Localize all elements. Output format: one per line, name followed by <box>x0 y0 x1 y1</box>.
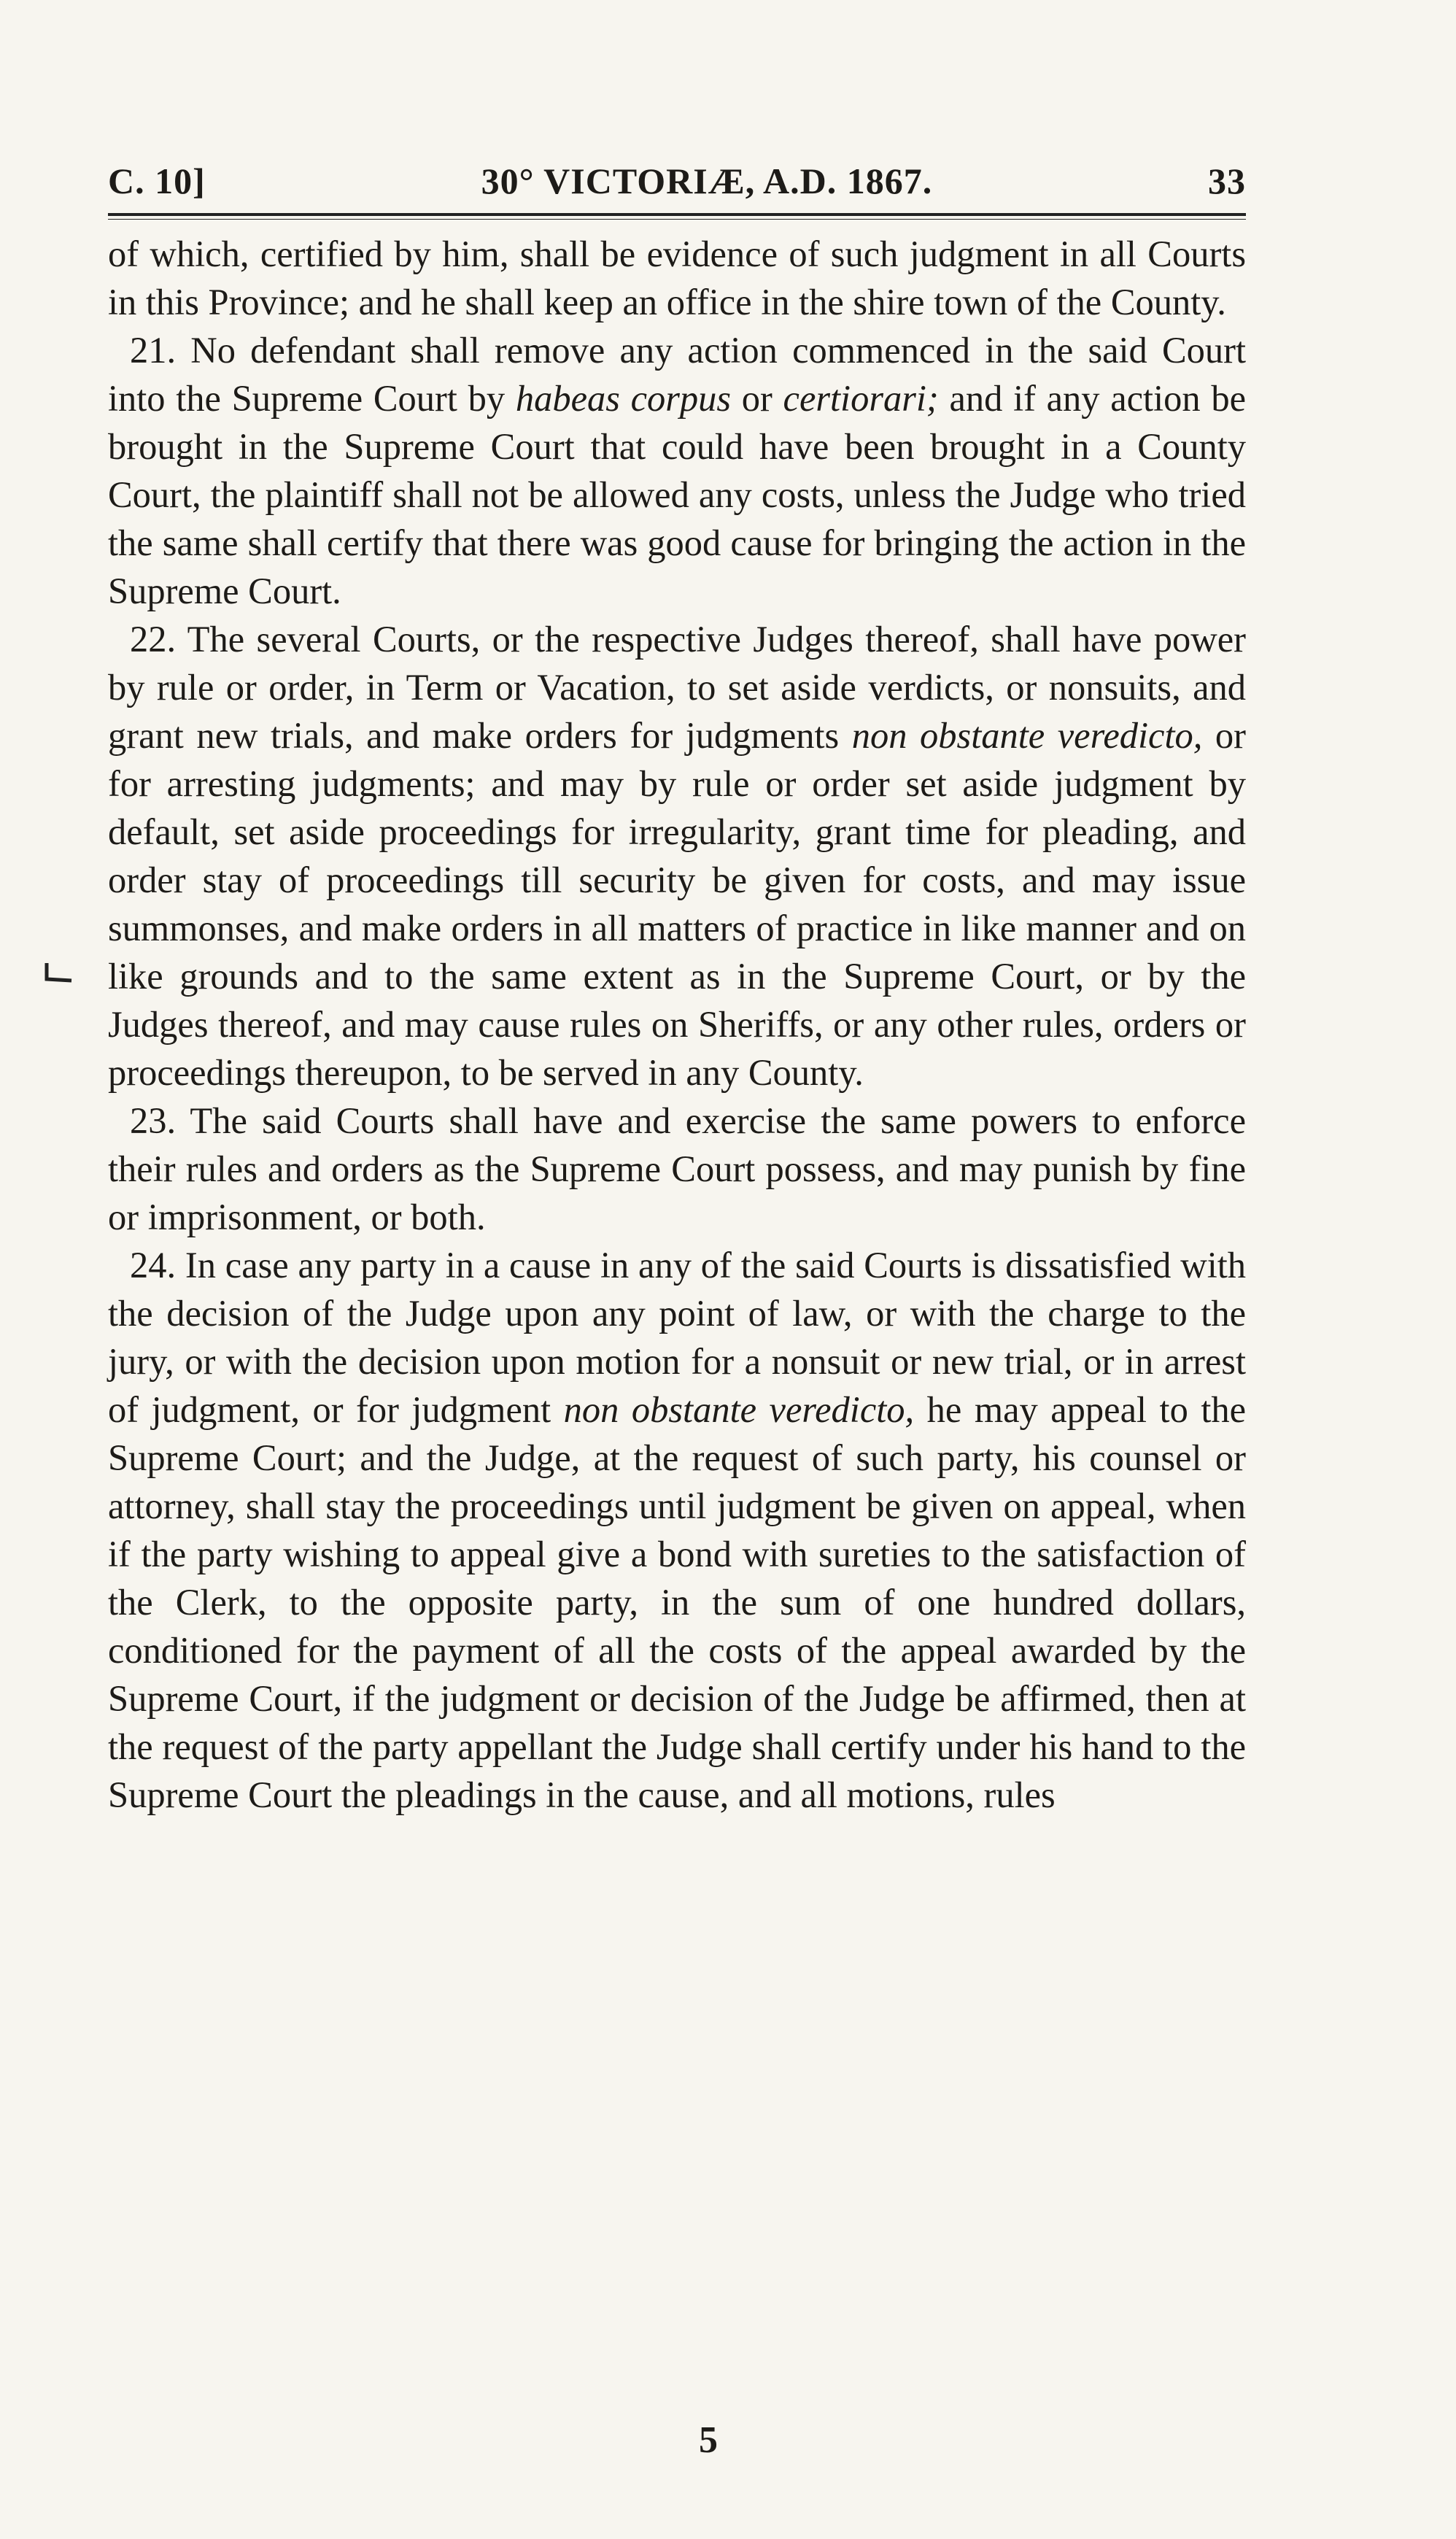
header-title: 30° VICTORIÆ, A.D. 1867. <box>481 161 933 201</box>
chapter-label: C. 10] <box>108 161 206 201</box>
section-22-italic: non obstante veredicto, <box>851 715 1203 756</box>
margin-mark-icon <box>42 962 74 983</box>
body-text <box>108 230 1246 1819</box>
header-rule <box>108 213 1246 220</box>
section-21-italic-2: certiorari; <box>783 378 939 419</box>
section-22-text-b: or for arresting judgments; and may by rule or order set aside judgment by default, set aside proceedings for irregularity, grant time for pleading, and order stay of proceedings till security be given for costs, and may issue summonses, and make orders in all matters of practice in like manner and on like grounds and to the same extent as in the Supreme Court, or by the Judges thereof, and may cause rules on Sheriffs, or any other rules, orders or proceedings thereupon, to be served in any County. <box>108 715 1247 1093</box>
section-24-text-a: 24. In case any party in a cause in any of the said Courts is dissatisfied with the decision of the Judge upon any point of law, or with the charge to the jury, or with the decision upon motion for a nonsuit or new trial, or in arrest of judgment, or for judgment <box>108 1245 1246 1430</box>
running-header <box>108 153 1246 209</box>
page-number: 33 <box>1208 161 1246 201</box>
section-21-italic-1: habeas corpus <box>515 378 732 419</box>
page <box>108 153 1246 1819</box>
section-21-text-b: or <box>731 378 783 419</box>
section-24-text-b: he may appeal to the Supreme Court; and the Judge, at the request of such party, his counsel or attorney, shall stay the proceedings until judgment be given on appeal, when if the party wishing to appeal give a bond with sureties to the satisfaction of the Clerk, to the opposite party, in the sum of one hundred dollars, conditioned for the payment of all the costs of the appeal awarded by the Supreme Court, if the judgment or decision of the Judge be affirmed, then at the request of the party appellant the Judge shall certify under his hand to the Supreme Court the pleadings in the cause, and all motions, rules <box>108 1389 1247 1815</box>
signature-mark: 5 <box>699 2419 718 2461</box>
section-23: 23. The said Courts shall have and exercise the same powers to enforce their rules and orders as the Supreme Court possess, and may punish by fine or imprisonment, or both. <box>108 1100 1246 1237</box>
section-22-text-a: 22. The several Courts, or the respective Judges thereof, shall have power by rule or order, in Term or Vacation, to set aside verdicts, or nonsuits, and grant new trials, and make orders for judgments <box>108 619 1246 756</box>
section-21-text-a: 21. No defendant shall remove any action commenced in the said Court into the Supreme Court by <box>108 330 1246 419</box>
section-24-italic: non obstante veredicto, <box>563 1389 915 1430</box>
section-21-text-c: and if any action be brought in the Supreme Court that could have been brought in a County Court, the plaintiff shall not be allowed any costs, unless the Judge who tried the same shall certify that there was good cause for bringing the action in the Supreme Court. <box>108 378 1246 611</box>
paragraph-continued: of which, certified by him, shall be evidence of such judgment in all Courts in this Province; and he shall keep an office in the shire town of the County. <box>108 233 1246 322</box>
section-24 <box>108 1241 1246 1819</box>
section-22 <box>108 615 1246 1097</box>
section-21 <box>108 326 1246 615</box>
